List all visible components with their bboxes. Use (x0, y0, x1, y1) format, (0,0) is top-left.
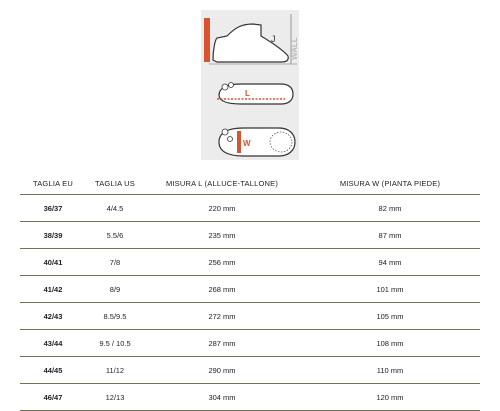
header-eu-size: TAGLIA EU (20, 172, 86, 195)
foot-side-icon (213, 24, 288, 62)
table-row (20, 222, 480, 249)
cell-width: 120 mm (300, 384, 480, 411)
cell-eu: 42/43 (20, 303, 86, 330)
width-ruler-icon (237, 131, 241, 153)
cell-us: 5.5/6 (86, 222, 144, 249)
cell-width: 110 mm (300, 357, 480, 384)
header-width: MISURA W (PIANTA PIEDE) (300, 172, 480, 195)
cell-width: 108 mm (300, 330, 480, 357)
table-row (20, 303, 480, 330)
cell-width: 101 mm (300, 276, 480, 303)
cell-eu: 43/44 (20, 330, 86, 357)
length-ruler-icon (204, 18, 210, 62)
heel-marker-label: J (271, 34, 276, 44)
cell-us: 8/9 (86, 276, 144, 303)
cell-width: 94 mm (300, 249, 480, 276)
cell-width: 82 mm (300, 195, 480, 222)
cell-us: 11/12 (86, 357, 144, 384)
cell-eu: 46/47 (20, 384, 86, 411)
table-row (20, 384, 480, 411)
cell-eu: 36/37 (20, 195, 86, 222)
cell-length: 220 mm (144, 195, 300, 222)
header-length: MISURA L (ALLUCE-TALLONE) (144, 172, 300, 195)
foot-measurement-illustration (201, 10, 299, 160)
cell-width: 105 mm (300, 303, 480, 330)
length-label: L (245, 89, 250, 98)
cell-us: 8.5/9.5 (86, 303, 144, 330)
table-header (20, 172, 480, 195)
cell-length: 304 mm (144, 384, 300, 411)
cell-length: 287 mm (144, 330, 300, 357)
cell-us: 4/4.5 (86, 195, 144, 222)
cell-width: 87 mm (300, 222, 480, 249)
header-us-size: TAGLIA US (86, 172, 144, 195)
cell-length: 272 mm (144, 303, 300, 330)
foot-width-view (219, 128, 295, 156)
cell-eu: 38/39 (20, 222, 86, 249)
size-chart-table (20, 172, 480, 411)
table-row (20, 330, 480, 357)
cell-us: 12/13 (86, 384, 144, 411)
foot-length-view (217, 83, 293, 105)
table-row (20, 249, 480, 276)
table-row (20, 276, 480, 303)
cell-eu: 44/45 (20, 357, 86, 384)
cell-length: 256 mm (144, 249, 300, 276)
cell-eu: 40/41 (20, 249, 86, 276)
wall-label: WALL (290, 37, 299, 60)
cell-length: 235 mm (144, 222, 300, 249)
cell-us: 7/8 (86, 249, 144, 276)
table-row (20, 357, 480, 384)
cell-us: 9.5 / 10.5 (86, 330, 144, 357)
cell-eu: 41/42 (20, 276, 86, 303)
cell-length: 268 mm (144, 276, 300, 303)
foot-diagram (201, 10, 299, 160)
foot-side-view (204, 14, 299, 64)
table-row (20, 195, 480, 222)
width-label: W (243, 139, 251, 148)
cell-length: 290 mm (144, 357, 300, 384)
